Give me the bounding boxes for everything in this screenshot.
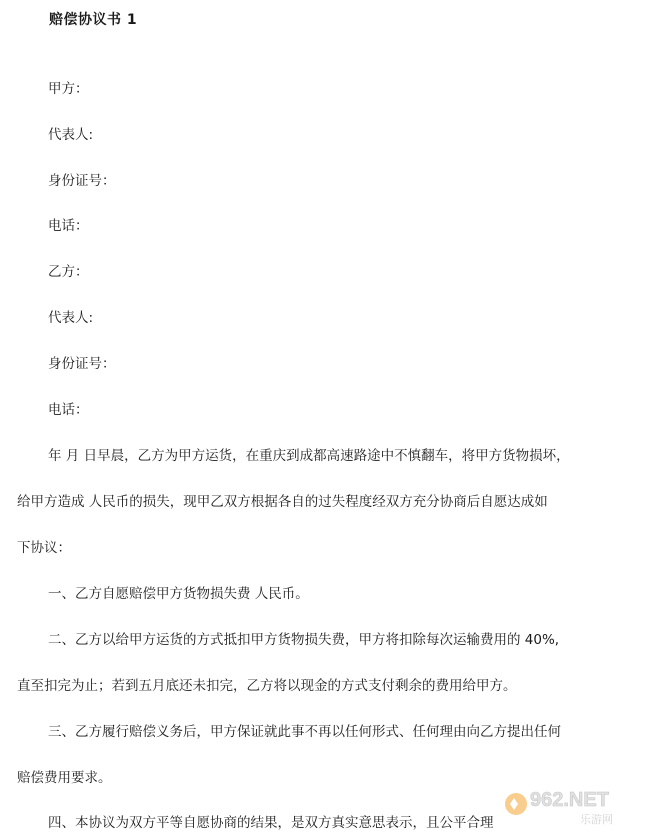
party-b-phone-label: 电话： xyxy=(48,402,89,418)
party-b-label: 乙方： xyxy=(48,264,89,280)
party-b-representative-label: 代表人: xyxy=(48,310,94,326)
party-a-representative-label: 代表人: xyxy=(48,127,94,143)
intro-paragraph-line-1: 年 月 日早晨，乙方为甲方运货，在重庆到成都高速路途中不慎翻车，将甲方货物损坏， xyxy=(48,448,570,464)
intro-paragraph-line-3: 下协议： xyxy=(17,540,71,556)
party-a-label: 甲方： xyxy=(48,81,89,97)
site-watermark xyxy=(502,780,648,826)
document-title: 赔偿协议书 1 xyxy=(49,12,138,28)
party-a-id-label: 身份证号： xyxy=(48,173,116,189)
clause-4-line-1: 四、本协议为双方平等自愿协商的结果，是双方真实意思表示，且公平合理 xyxy=(48,815,494,831)
clause-3-line-2: 赔偿费用要求。 xyxy=(17,770,112,786)
clause-2-line-1: 二、乙方以给甲方运货的方式抵扣甲方货物损失费，甲方将扣除每次运输费用的 40%, xyxy=(48,632,560,648)
watermark-logo-icon xyxy=(502,780,648,826)
watermark-sub-text: 乐游网 xyxy=(580,813,613,826)
clause-2-line-2: 直至扣完为止；若到五月底还未扣完，乙方将以现金的方式支付剩余的费用给甲方。 xyxy=(17,678,517,694)
watermark-logo-text: 962.NET xyxy=(530,789,609,811)
party-a-phone-label: 电话： xyxy=(48,218,89,234)
party-b-id-label: 身份证号： xyxy=(48,356,116,372)
clause-3-line-1: 三、乙方履行赔偿义务后，甲方保证就此事不再以任何形式、任何理由向乙方提出任何 xyxy=(48,724,561,740)
intro-paragraph-line-2: 给甲方造成 人民币的损失，现甲乙双方根据各自的过失程度经双方充分协商后自愿达成如 xyxy=(17,494,548,510)
clause-1: 一、乙方自愿赔偿甲方货物损失费 人民币。 xyxy=(48,586,309,602)
